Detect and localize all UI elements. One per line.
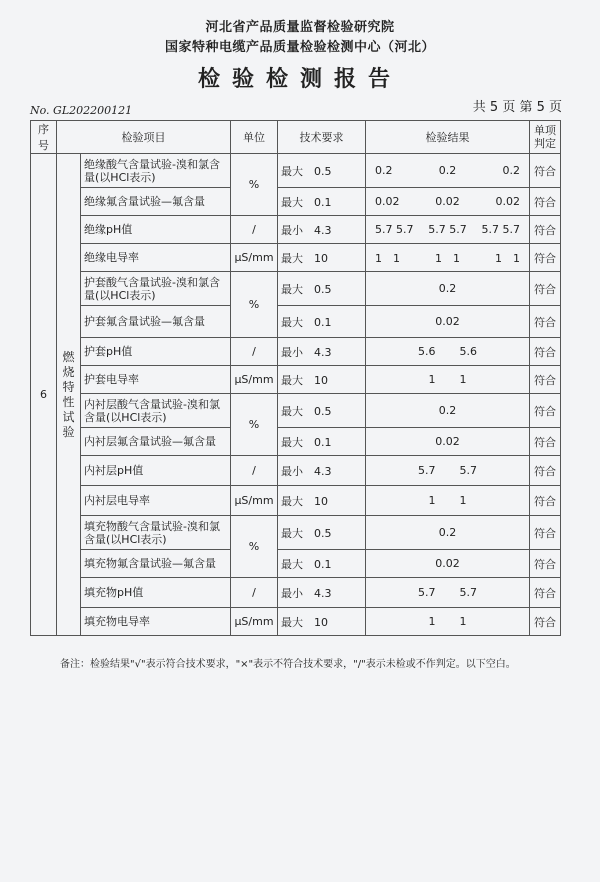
table-row [31, 394, 561, 428]
test-item: 填充物电导率 [81, 608, 231, 636]
report-title: 检验检测报告 [197, 66, 402, 92]
table-row [31, 550, 561, 578]
unit: μS/mm [231, 244, 278, 272]
tech-requirement: 最大 10 [278, 486, 366, 516]
test-result [366, 578, 530, 608]
tech-requirement: 最大 0.5 [278, 394, 366, 428]
result-value: 5.7 [459, 464, 477, 477]
header-verdict: 单项判定 [530, 121, 561, 154]
test-result [366, 550, 530, 578]
result-value: 1 1 [495, 251, 520, 265]
unit: % [231, 394, 278, 456]
test-result [366, 366, 530, 394]
result-value: 0.2 [375, 164, 393, 177]
verdict: 符合 [530, 516, 561, 550]
verdict: 符合 [530, 550, 561, 578]
test-result [366, 216, 530, 244]
test-item: 填充物氟含量试验—氟含量 [81, 550, 231, 578]
verdict: 符合 [530, 366, 561, 394]
table-row [31, 428, 561, 456]
table-row [31, 366, 561, 394]
test-result [366, 608, 530, 636]
test-item: 绝缘电导率 [81, 244, 231, 272]
test-result [366, 394, 530, 428]
result-value: 5.7 5.7 [375, 223, 414, 236]
table-row [31, 216, 561, 244]
test-result [366, 244, 530, 272]
result-value: 0.02 [495, 195, 520, 208]
test-item: 护套氟含量试验—氟含量 [81, 306, 231, 338]
unit: % [231, 516, 278, 578]
test-result [366, 456, 530, 486]
test-category: 燃烧特性试验 [57, 154, 81, 636]
test-result [366, 306, 530, 338]
result-value: 1 [459, 494, 467, 507]
test-result [366, 516, 530, 550]
test-item: 护套酸气含量试验-溴和氯含量(以HCl表示) [81, 272, 231, 306]
tech-requirement: 最大 10 [278, 608, 366, 636]
table-row [31, 608, 561, 636]
table-row [31, 244, 561, 272]
table-row [31, 154, 561, 188]
verdict: 符合 [530, 244, 561, 272]
unit: / [231, 216, 278, 244]
result-value: 5.7 [459, 586, 477, 599]
test-result [366, 272, 530, 306]
table-row [31, 516, 561, 550]
tech-requirement: 最大 0.1 [278, 428, 366, 456]
result-value: 5.7 5.7 [428, 223, 467, 236]
verdict: 符合 [530, 608, 561, 636]
header-item: 检验项目 [57, 121, 231, 154]
result-value: 0.02 [435, 195, 460, 208]
header-seq: 序号 [31, 121, 57, 154]
test-result [366, 428, 530, 456]
results-table [30, 120, 561, 636]
result-value: 1 [428, 494, 436, 507]
result-value: 0.2 [438, 282, 457, 295]
verdict: 符合 [530, 486, 561, 516]
unit: μS/mm [231, 486, 278, 516]
result-value: 0.2 [502, 164, 520, 177]
result-value: 5.7 5.7 [481, 223, 520, 236]
tech-requirement: 最小 4.3 [278, 456, 366, 486]
result-value: 1 1 [375, 251, 400, 265]
unit: μS/mm [231, 366, 278, 394]
result-value: 0.02 [435, 315, 460, 328]
test-result [366, 486, 530, 516]
table-header-row [31, 121, 561, 154]
tech-requirement: 最小 4.3 [278, 338, 366, 366]
test-item: 内衬层氟含量试验—氟含量 [81, 428, 231, 456]
tech-requirement: 最小 4.3 [278, 216, 366, 244]
test-item: 护套pH值 [81, 338, 231, 366]
test-item: 内衬层电导率 [81, 486, 231, 516]
result-value: 0.02 [375, 195, 400, 208]
test-item: 护套电导率 [81, 366, 231, 394]
result-value: 1 [459, 373, 467, 386]
table-row [31, 188, 561, 216]
tech-requirement: 最大 10 [278, 366, 366, 394]
unit: / [231, 456, 278, 486]
verdict: 符合 [530, 428, 561, 456]
seq-number: 6 [31, 154, 57, 636]
test-item: 填充物酸气含量试验-溴和氯含量(以HCl表示) [81, 516, 231, 550]
unit: % [231, 154, 278, 216]
result-value: 1 [428, 373, 436, 386]
result-value: 1 [459, 615, 467, 628]
unit: / [231, 338, 278, 366]
test-result [366, 338, 530, 366]
test-item: 绝缘酸气含量试验-溴和氯含量(以HCl表示) [81, 154, 231, 188]
test-item: 绝缘pH值 [81, 216, 231, 244]
result-value: 0.02 [435, 435, 460, 448]
verdict: 符合 [530, 216, 561, 244]
tech-requirement: 最大 0.5 [278, 516, 366, 550]
institute-name: 河北省产品质量监督检验研究院 [205, 20, 395, 35]
header-result: 检验结果 [366, 121, 530, 154]
unit: % [231, 272, 278, 338]
tech-requirement: 最大 0.5 [278, 272, 366, 306]
verdict: 符合 [530, 394, 561, 428]
tech-requirement: 最大 0.1 [278, 188, 366, 216]
tech-requirement: 最大 0.5 [278, 154, 366, 188]
header-req: 技术要求 [278, 121, 366, 154]
test-item: 绝缘氟含量试验—氟含量 [81, 188, 231, 216]
remark-note: 备注：检验结果"√"表示符合技术要求，"×"表示不符合技术要求，"/"表示未检或不作判定。以下空白。 [60, 659, 516, 670]
table-row [31, 456, 561, 486]
tech-requirement: 最大 10 [278, 244, 366, 272]
verdict: 符合 [530, 578, 561, 608]
result-value: 0.2 [438, 164, 457, 177]
result-value: 1 1 [435, 251, 460, 265]
report-number: No. GL202200121 [30, 104, 133, 117]
result-value: 5.7 [418, 586, 436, 599]
verdict: 符合 [530, 306, 561, 338]
test-item: 内衬层pH值 [81, 456, 231, 486]
result-value: 5.7 [418, 464, 436, 477]
table-row [31, 272, 561, 306]
tech-requirement: 最小 4.3 [278, 578, 366, 608]
result-value: 5.6 [418, 345, 436, 358]
verdict: 符合 [530, 188, 561, 216]
verdict: 符合 [530, 272, 561, 306]
test-item: 内衬层酸气含量试验-溴和氯含量(以HCl表示) [81, 394, 231, 428]
table-row [31, 486, 561, 516]
test-result [366, 154, 530, 188]
table-row [31, 306, 561, 338]
verdict: 符合 [530, 456, 561, 486]
verdict: 符合 [530, 338, 561, 366]
center-name: 国家特种电缆产品质量检验检测中心（河北） [164, 40, 435, 55]
result-value: 0.02 [435, 557, 460, 570]
result-value: 5.6 [459, 345, 477, 358]
header-unit: 单位 [231, 121, 278, 154]
verdict: 符合 [530, 154, 561, 188]
test-item: 填充物pH值 [81, 578, 231, 608]
unit: μS/mm [231, 608, 278, 636]
unit: / [231, 578, 278, 608]
tech-requirement: 最大 0.1 [278, 550, 366, 578]
tech-requirement: 最大 0.1 [278, 306, 366, 338]
table-row [31, 578, 561, 608]
result-value: 0.2 [438, 526, 457, 539]
result-value: 1 [428, 615, 436, 628]
page-info: 共 5 页 第 5 页 [472, 100, 562, 115]
table-row [31, 338, 561, 366]
test-result [366, 188, 530, 216]
result-value: 0.2 [438, 404, 457, 417]
